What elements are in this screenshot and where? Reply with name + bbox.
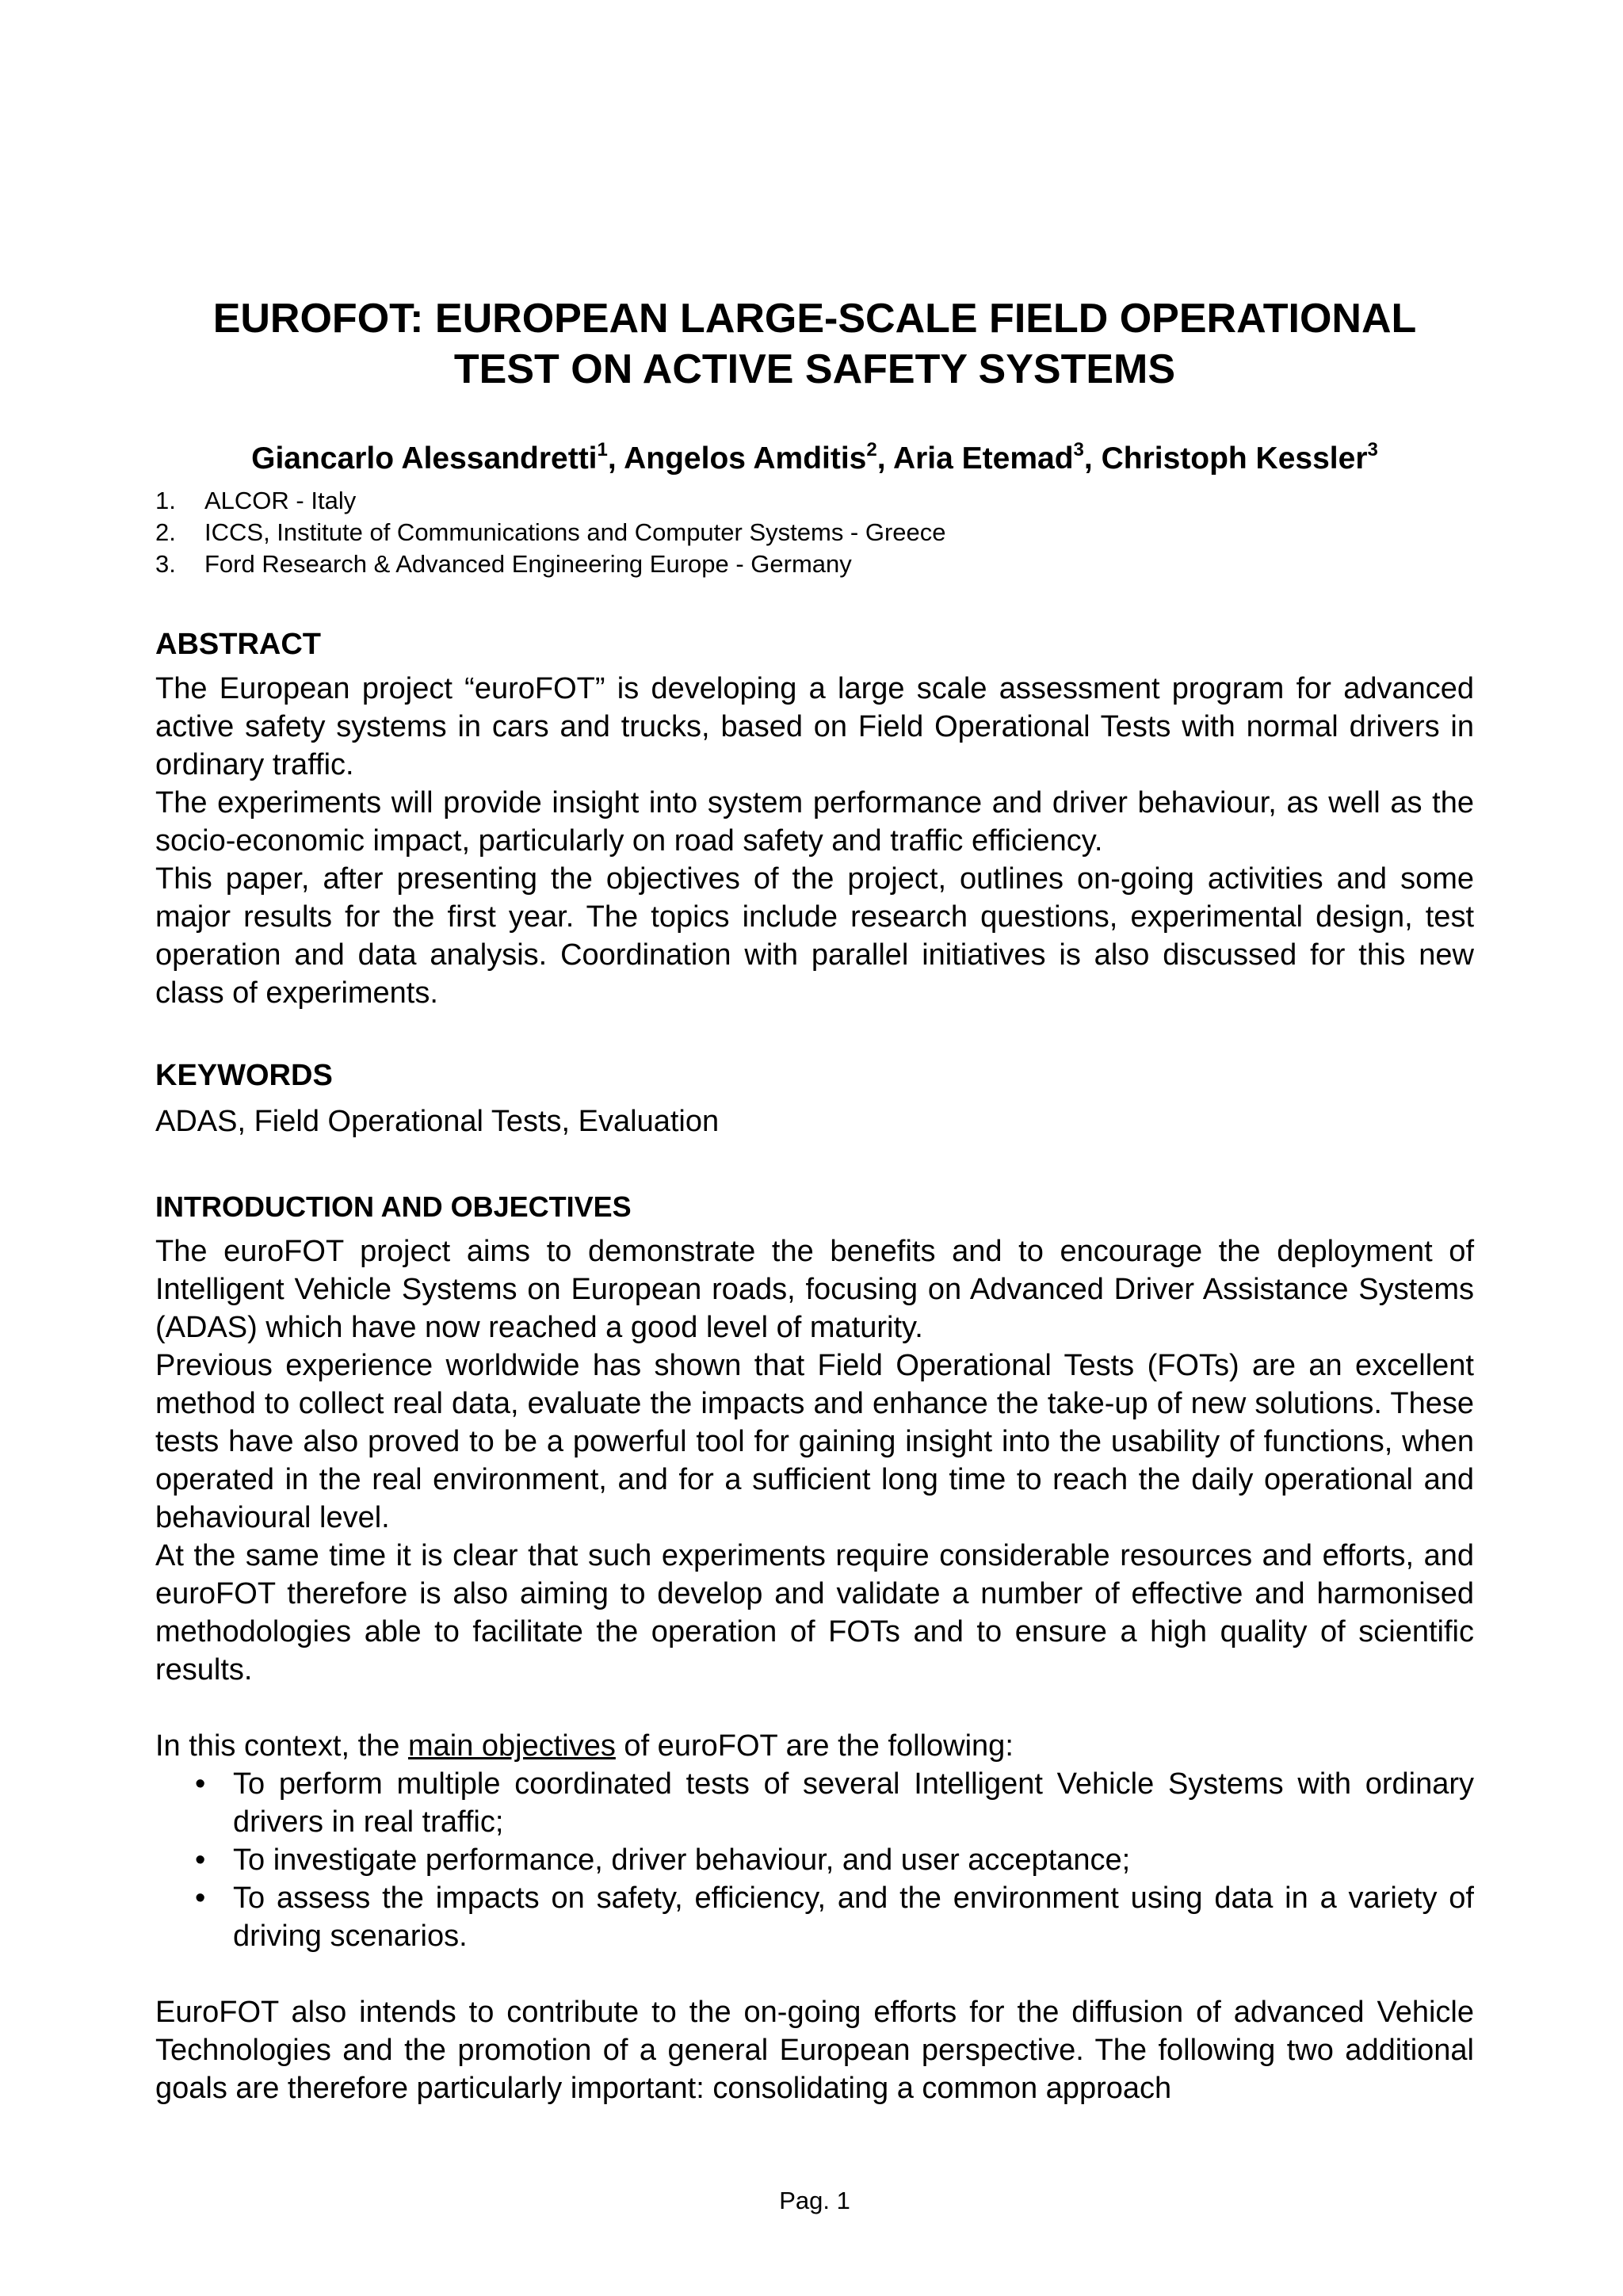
affiliation-number: 1. <box>155 487 176 514</box>
list-item <box>155 1765 1474 1841</box>
introduction-paragraph-4: EuroFOT also intends to contribute to the on-going efforts for the diffusion of advanced Vehicle Technologies and the promotion of a general European perspective. The following two additional goals are therefore particularly important: consolidating a common approach <box>155 1996 1474 2105</box>
abstract-paragraph-1: The European project “euroFOT” is developing a large scale assessment program for advanced active safety systems in cars and trucks, based on Field Operational Tests with normal drivers in ordinary traffic. <box>155 672 1474 781</box>
bullet-icon: • <box>195 1843 206 1877</box>
objectives-intro <box>155 1727 1474 1765</box>
keywords-text: ADAS, Field Operational Tests, Evaluation <box>155 1105 720 1138</box>
author-list <box>155 440 1474 478</box>
affiliation-text: Ford Research & Advanced Engineering Europe - Germany <box>204 550 852 578</box>
title-line-1: EUROFOT: EUROPEAN LARGE-SCALE FIELD OPERATIONAL <box>212 295 1417 342</box>
author-affiliation-marker: 3 <box>1367 439 1378 460</box>
affiliation-text: ALCOR - Italy <box>204 487 357 514</box>
author-name: Giancarlo Alessandretti <box>251 441 598 476</box>
page-number: Pag. 1 <box>779 2187 850 2214</box>
abstract-heading: ABSTRACT <box>155 628 321 661</box>
affiliation-number: 3. <box>155 550 176 578</box>
author-name: Christoph Kessler <box>1101 441 1368 476</box>
author-affiliation-marker: 3 <box>1073 439 1084 460</box>
affiliation-item <box>155 548 1474 580</box>
author-name: Angelos Amditis <box>624 441 867 476</box>
abstract-paragraph-2: The experiments will provide insight into system performance and driver behaviour, as well as the socio-economic impact, particularly on road safety and traffic efficiency. <box>155 786 1474 858</box>
author-name: Aria Etemad <box>892 441 1074 476</box>
affiliation-list <box>155 485 1474 580</box>
bullet-icon: • <box>195 1767 206 1801</box>
author-affiliation-marker: 1 <box>597 439 608 460</box>
keywords-heading: KEYWORDS <box>155 1059 333 1092</box>
main-objectives-underlined: main objectives <box>407 1729 616 1763</box>
objectives-list <box>155 1765 1474 1955</box>
bullet-icon: • <box>195 1881 206 1915</box>
affiliation-item <box>155 517 1474 548</box>
introduction-heading: INTRODUCTION AND OBJECTIVES <box>155 1190 632 1223</box>
affiliation-number: 2. <box>155 518 176 546</box>
author-separator: , <box>876 441 893 476</box>
objectives-suffix: of euroFOT are the following: <box>615 1729 1014 1763</box>
author-separator: , <box>1083 441 1102 476</box>
list-item <box>155 1841 1474 1879</box>
paper-title <box>155 293 1474 395</box>
list-item-text: To investigate performance, driver behaviour, and user acceptance; <box>233 1843 1131 1877</box>
abstract-paragraph-3: This paper, after presenting the objectives of the project, outlines on-going activities and some major results for the first year. The topics include research questions, experimental design, test operation and data analysis. Coordination with parallel initiatives is also discussed for this new class of experiments. <box>155 862 1474 1010</box>
objectives-prefix: In this context, the <box>155 1729 408 1763</box>
introduction-paragraph-2: Previous experience worldwide has shown that Field Operational Tests (FOTs) are an excellent method to collect real data, evaluate the impacts and enhance the take-up of new solutions. These tests have also proved to be a powerful tool for gaining insight into the usability of functions, when operated in the real environment, and for a sufficient long time to reach the daily operational and behavioural level. <box>155 1349 1474 1534</box>
list-item-text: To assess the impacts on safety, efficiency, and the environment using data in a variety of driving scenarios. <box>233 1881 1474 1953</box>
introduction-paragraph-1: The euroFOT project aims to demonstrate the benefits and to encourage the deployment of Intelligent Vehicle Systems on European roads, focusing on Advanced Driver Assistance Systems (ADAS) which have now reached a good level of maturity. <box>155 1235 1474 1344</box>
affiliation-text: ICCS, Institute of Communications and Computer Systems - Greece <box>204 518 946 546</box>
author-separator: , <box>607 441 624 476</box>
introduction-paragraph-3: At the same time it is clear that such experiments require considerable resources and efforts, and euroFOT therefore is also aiming to develop and validate a number of effective and harmonised methodologies able to facilitate the operation of FOTs and to ensure a high quality of scientific results. <box>155 1539 1474 1687</box>
affiliation-item <box>155 485 1474 517</box>
author-affiliation-marker: 2 <box>866 439 877 460</box>
list-item-text: To perform multiple coordinated tests of several Intelligent Vehicle Systems with ordinary drivers in real traffic; <box>233 1767 1474 1839</box>
title-line-2: TEST ON ACTIVE SAFETY SYSTEMS <box>453 346 1176 392</box>
list-item <box>155 1879 1474 1955</box>
